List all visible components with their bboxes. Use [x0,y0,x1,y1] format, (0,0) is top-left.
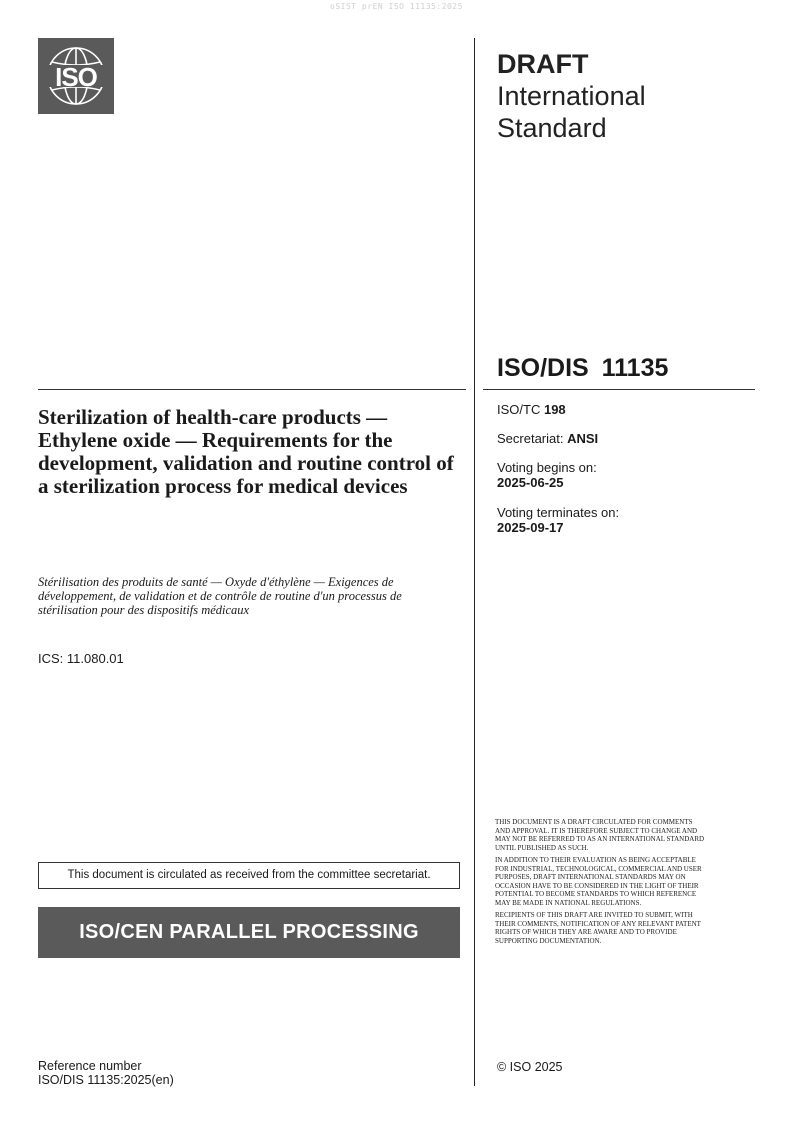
standard-label: Standard [497,113,607,143]
draft-label: DRAFT [497,49,589,79]
circulation-note: This document is circulated as received from the committee secretariat. [38,862,460,889]
secretariat [497,431,598,446]
voting-begins [497,460,597,490]
voting-terminates-label: Voting terminates on: [497,505,620,520]
iso-logo [38,38,114,114]
secretariat-value: ANSI [567,431,599,446]
disclaimer-paragraph: IN ADDITION TO THEIR EVALUATION AS BEING ACCEPTABLE FOR INDUSTRIAL, TECHNOLOGICAL, COMMERCIAL AND USER PURPOSES, DRAFT INTERNATIONAL STANDARDS MAY ON OCCASION HAVE TO BE CONSIDERED IN THE LIGHT OF THEIR POTENTIAL TO BECOME STANDARDS TO WHICH REFERENCE MAY BE MADE IN NATIONAL REGULATIONS. [495,856,702,907]
tc-value: 198 [543,402,566,417]
technical-committee [497,402,566,417]
iso-logo-text: ISO [55,62,97,92]
reference-number [38,1059,174,1087]
tc-label: ISO/TC [497,402,541,417]
draft-disclaimer [495,818,705,949]
copyright-notice: © ISO 2025 [497,1060,563,1074]
reference-value: ISO/DIS 11135:2025(en) [38,1073,174,1087]
ics-code: ICS: 11.080.01 [38,651,124,666]
watermark-text: oSIST prEN ISO 11135:2025 [330,2,463,11]
voting-begins-date: 2025-06-25 [497,475,564,490]
horizontal-divider-right [483,389,755,390]
document-number: ISO/DIS 11135 [497,354,669,382]
international-label: International [497,81,646,111]
vertical-divider [474,38,475,1086]
voting-terminates [497,505,619,535]
secretariat-label: Secretariat: [497,431,564,446]
horizontal-divider-left [38,389,466,390]
parallel-processing-banner: ISO/CEN PARALLEL PROCESSING [38,907,460,958]
english-title: Sterilization of health-care products — Ethylene oxide — Requirements for the development, validation and routine control of a sterilization process for medical devices [38,405,454,498]
disclaimer-paragraph: THIS DOCUMENT IS A DRAFT CIRCULATED FOR COMMENTS AND APPROVAL. IT IS THEREFORE SUBJECT TO CHANGE AND MAY NOT BE REFERRED TO AS AN INTERNATIONAL STANDARD UNTIL PUBLISHED AS SUCH. [495,818,705,852]
french-title: Stérilisation des produits de santé — Oxyde d'éthylène — Exigences de développement, de validation et de contrôle de routine d'un processus de stérilisation pour des dispositifs médicaux [38,575,402,617]
voting-terminates-date: 2025-09-17 [497,520,564,535]
draft-standard-heading [497,48,646,144]
disclaimer-paragraph: RECIPIENTS OF THIS DRAFT ARE INVITED TO SUBMIT, WITH THEIR COMMENTS, NOTIFICATION OF ANY RELEVANT PATENT RIGHTS OF WHICH THEY ARE AWARE AND TO PROVIDE SUPPORTING DOCUMENTATION. [495,911,701,945]
iso-globe-icon [38,38,114,114]
voting-begins-label: Voting begins on: [497,460,597,475]
reference-label: Reference number [38,1059,142,1073]
